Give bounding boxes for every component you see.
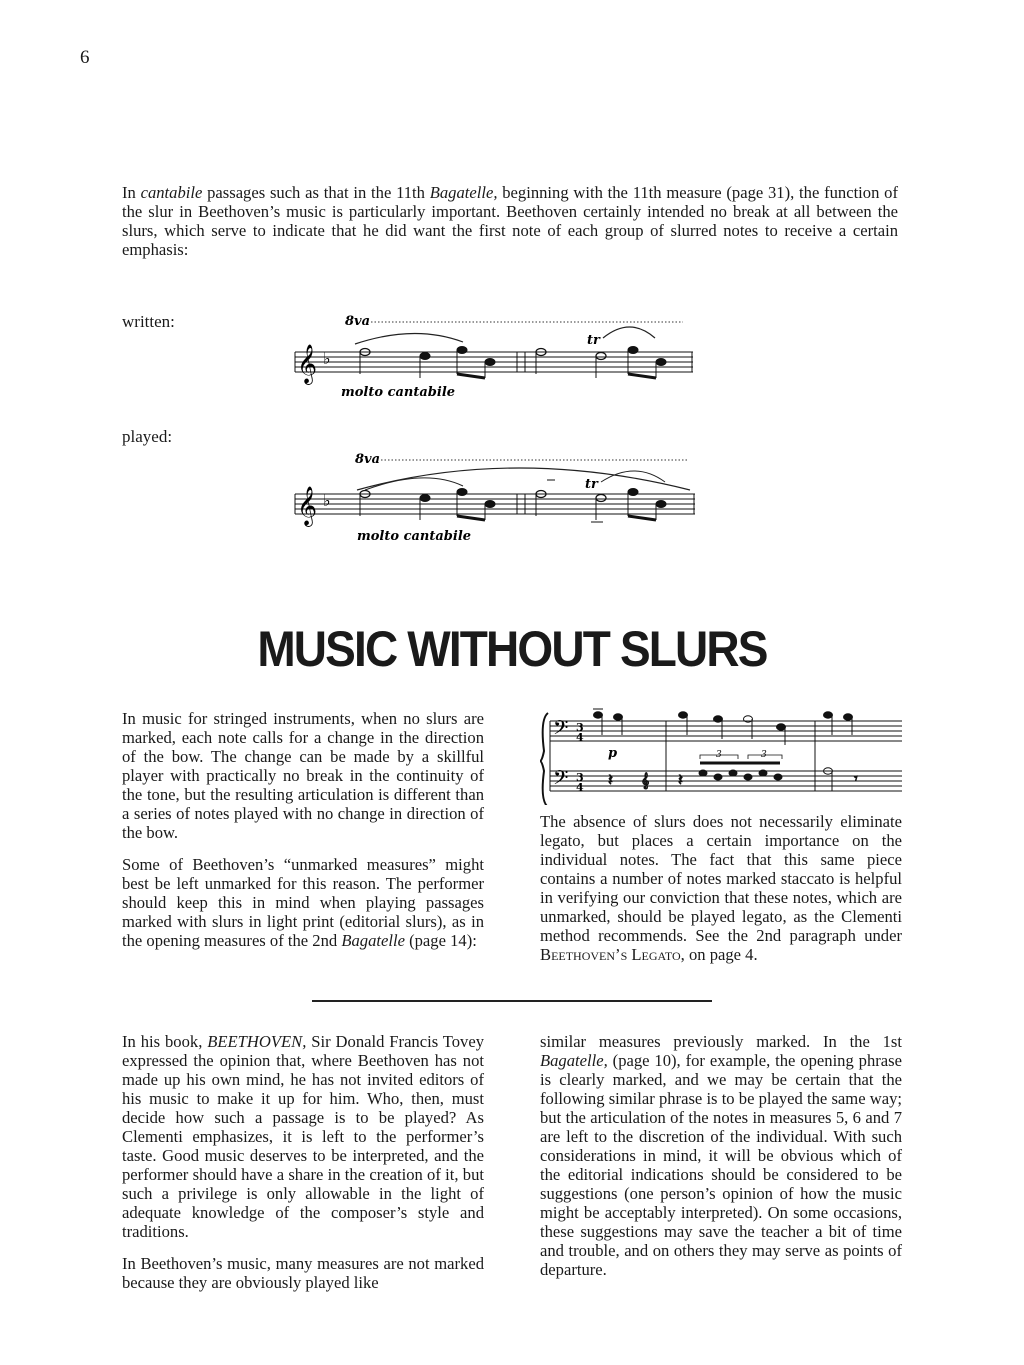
svg-text:𝄽: 𝄽 (678, 770, 683, 789)
legato-text-b: on page 4. (684, 945, 758, 964)
unmarked-paragraph: In Beethoven’s music, many measures are not marked because they are obviously played like (122, 1254, 484, 1292)
similar-term: Bagatelle, (540, 1051, 608, 1070)
written-music-example (285, 312, 705, 402)
tovey-paragraph (122, 1032, 484, 1241)
legato-reference: Beethoven’s Legato, (540, 945, 685, 964)
played-label: played: (122, 427, 173, 446)
svg-text:♭: ♭ (323, 491, 331, 510)
similar-text-b: (page 10), for example, the opening phrase is clearly marked, and we may be certain that the following similar phrase is to be played the same way; but the articulation of the notes in measures 5, 6 and 7 are left to the discretion of the individual. With such considerations in mind, it will be obvious which of the editorial indications should be considered to be suggestions (one person’s opinion of how the music might be acceptably interpreted). On some occasions, these suggestions may save the teacher a bit of time and trouble, and on others they may serve as points of departure. (540, 1051, 902, 1279)
svg-text:𝄽: 𝄽 (608, 770, 613, 789)
intro-text-1: In (122, 183, 141, 202)
intro-term-bagatelle: Bagatelle, (429, 183, 498, 202)
bottom-left-column (122, 1032, 484, 1305)
legato-text-a: The absence of slurs does not necessarily eliminate legato, but places a certain importance on the individual notes. The fact that this same piece contains a number of notes marked staccato is helpful in verifying our conviction that these notes, which are unmarked, should be played legato, as the Clementi method recommends. See the 2nd paragraph under (540, 812, 902, 945)
intro-text-2: passages such as that in the 11th (202, 183, 430, 202)
p2-text-a: Some of Beethoven’s “unmarked measures” might best be left unmarked for this reason. The performer should keep this in mind when playing passages marked with slurs in light print (editorial slurs), as in the opening measures of the 2nd (122, 855, 484, 950)
ottava-mark: 8va (345, 314, 371, 329)
dynamic-mark: p (608, 746, 618, 761)
p2-term: Bagatelle (341, 931, 405, 950)
intro-text-3: beginning with the 11th measure (page 31), the function of the slur in Beethoven’s music is particularly important. Beethoven certainly intended no break at all between the slurs, which serve to indicate that he did want the first note of each group of slurred notes to receive a certain emphasis: (122, 183, 898, 259)
right-column (540, 812, 902, 977)
svg-text:♭: ♭ (323, 349, 331, 368)
svg-text:𝄢: 𝄢 (553, 766, 569, 794)
similar-text-a: similar measures previously marked. In the 1st (540, 1032, 902, 1051)
section-title: MUSIC WITHOUT SLURS (257, 621, 767, 677)
svg-text:𝄾: 𝄾 (854, 771, 858, 787)
intro-paragraph (122, 183, 898, 259)
bottom-right-column (540, 1032, 902, 1292)
tovey-text-b: Sir Donald Francis Tovey expressed the opinion that, where Beethoven has not made up his own mind, he has not invited editors of his music to make it up for him. Who, then, must decide how such a passage is to be played? As Clementi emphasizes, it is left to the performer’s taste. Good music deserves to be interpreted, and the performer should have a share in the creation of it, but such a privilege is only allowable in the light of adequate knowledge of the composer’s style and traditions. (122, 1032, 485, 1241)
section-divider (312, 1000, 712, 1002)
svg-text:4: 4 (576, 781, 584, 794)
triplet-mark: 3 (761, 750, 767, 760)
svg-text:𝄞: 𝄞 (297, 486, 318, 526)
trill-mark: tr (585, 477, 598, 492)
expression-mark: molto cantabile (357, 529, 472, 544)
played-music-example (285, 450, 705, 550)
written-label: written: (122, 312, 175, 331)
p2-text-b: (page 14): (404, 931, 477, 950)
unmarked-measures-paragraph (122, 855, 484, 950)
svg-text:𝄢: 𝄢 (553, 716, 569, 744)
trill-mark: tr (587, 333, 600, 348)
svg-text:3: 3 (576, 771, 584, 784)
legato-paragraph (540, 812, 902, 964)
piano-music-example (538, 705, 908, 805)
svg-text:4: 4 (576, 731, 584, 744)
left-column (122, 709, 484, 963)
svg-text:3: 3 (576, 721, 584, 734)
triplet-mark: 3 (716, 750, 722, 760)
svg-text:𝄞: 𝄞 (641, 773, 650, 789)
expression-mark: molto cantabile (341, 385, 456, 400)
similar-measures-paragraph (540, 1032, 902, 1279)
intro-term-cantabile: cantabile (140, 183, 203, 202)
ottava-mark: 8va (355, 452, 381, 467)
page-number: 6 (80, 47, 90, 68)
tovey-text-a: In his book, (122, 1032, 208, 1051)
tovey-book-title: BEETHOVEN, (207, 1032, 307, 1051)
svg-text:𝄞: 𝄞 (297, 344, 318, 384)
strings-paragraph: In music for stringed instruments, when no slurs are marked, each note calls for a change in the direction of the bow. The change can be made by a skillful player with practically no break in the continuity of the tone, but the resulting articulation is different than a series of notes played with no change in direction of the bow. (122, 709, 484, 842)
